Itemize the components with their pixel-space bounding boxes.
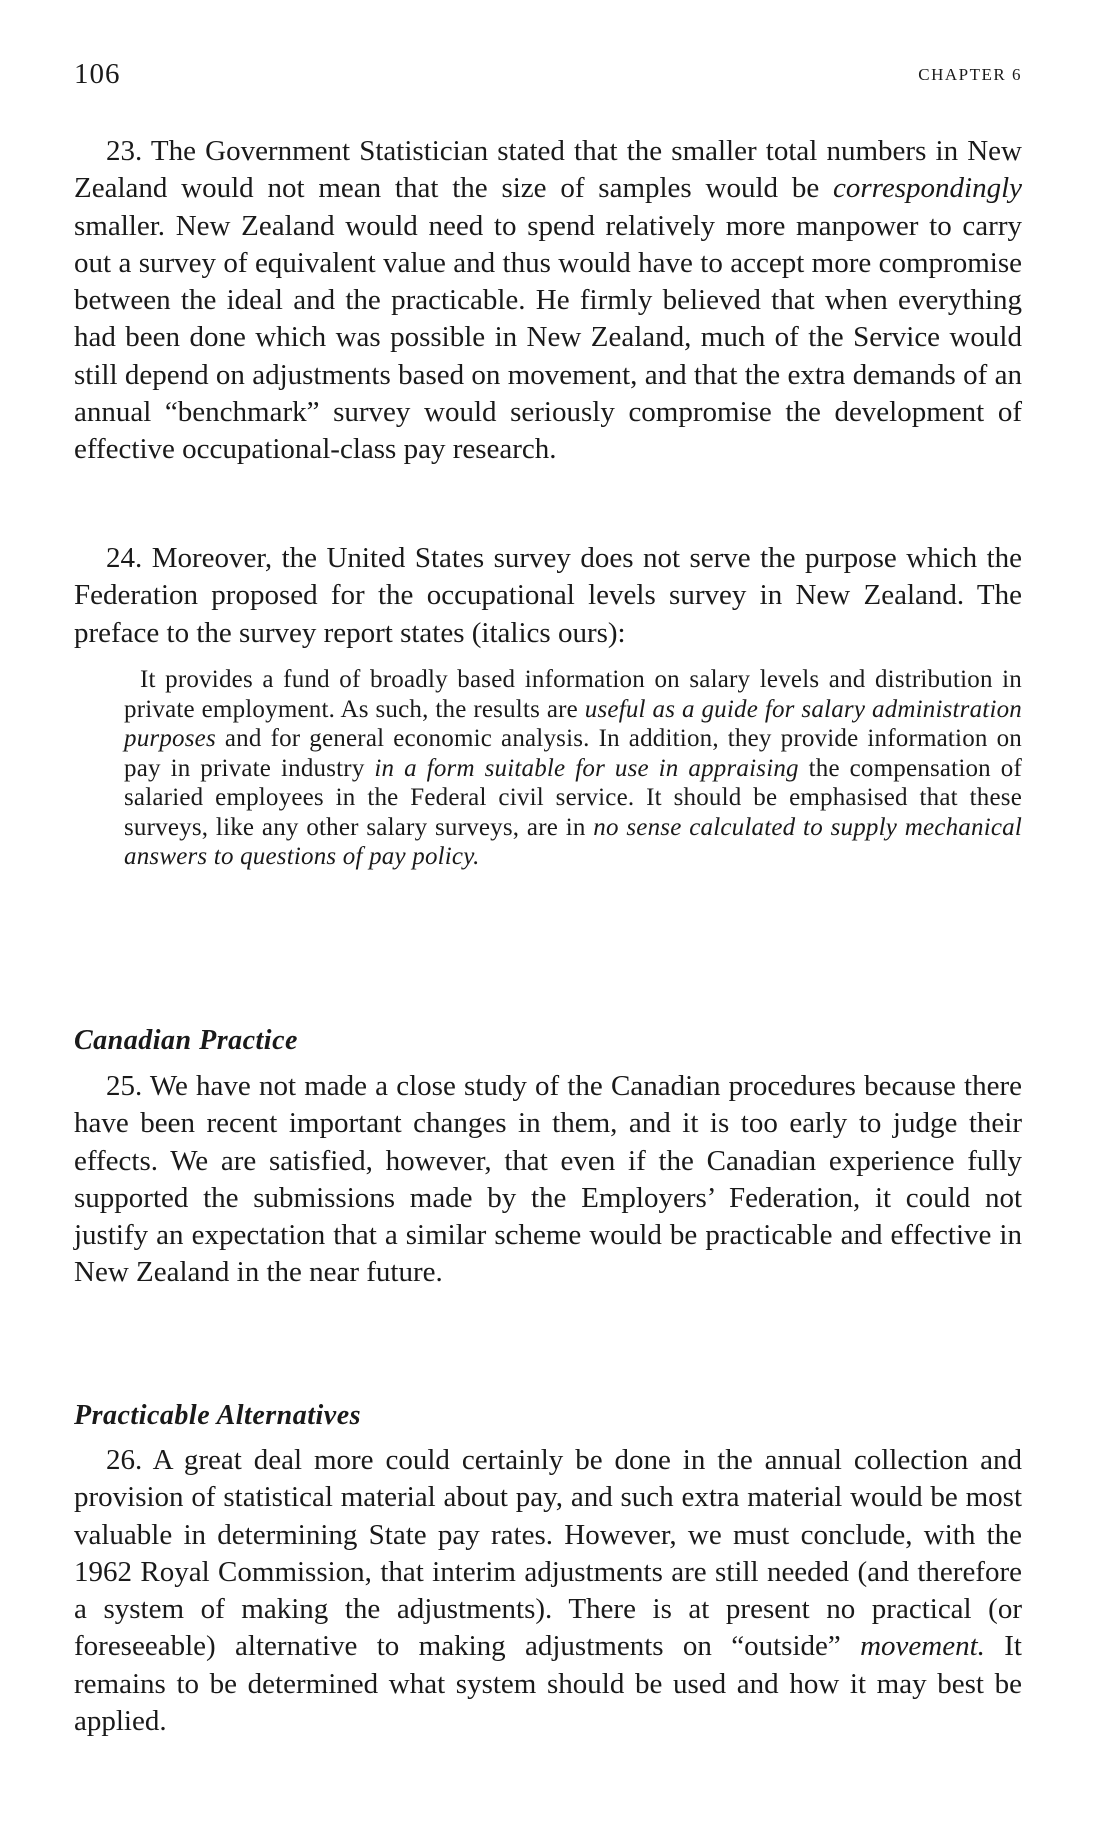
document-page: [74, 0, 1022, 1848]
italic-text: correspondingly: [832, 172, 1022, 205]
page-number: 106: [74, 58, 121, 90]
section-heading-canadian-practice: Canadian Practice: [74, 1025, 298, 1056]
italic-text: movement.: [860, 1630, 985, 1663]
paragraph-25: [74, 1068, 1022, 1292]
paragraph-23: [74, 133, 1022, 469]
paragraph-text: Moreover, the United States survey does not serve the purpose which the Federation proposed for the occupational levels survey in New Zealand. The preface to the survey report states (italics ours):: [74, 542, 1022, 649]
chapter-label: CHAPTER 6: [918, 65, 1022, 84]
paragraph-number: 26.: [106, 1444, 143, 1476]
quote-text: and for general economic analysis. In addition, they provide information on pay in private industry: [124, 725, 1022, 782]
paragraph-number: 25.: [106, 1070, 143, 1102]
block-quote: [124, 665, 1022, 872]
paragraph-text: smaller. New Zealand would need to spend relatively more manpower to carry out a survey of equivalent value and thus would have to accept more compromise between the ideal and the practicable. He firmly believed that when everything had been done which was possible in New Zealand, much of the Service would still depend on adjustments based on movement, and that the extra demands of an annual “benchmark” survey would seriously compromise the development of effective occupational-class pay research.: [74, 209, 1022, 466]
quote-text: It provides a fund of broadly based information on salary levels and distribution in private employment. As such, the results are: [124, 666, 1022, 723]
paragraph-number: 24.: [106, 542, 143, 574]
section-heading-practicable-alternatives: Practicable Alternatives: [74, 1400, 362, 1431]
italic-text: no sense calculated to supply mechanical answers to questions of pay policy.: [124, 813, 1022, 870]
paragraph-24: [74, 540, 1022, 652]
paragraph-number: 23.: [106, 135, 143, 167]
paragraph-text: It remains to be determined what system should be used and how it may best be applied.: [74, 1630, 1022, 1738]
quote-text: the compensation of salaried employees in the Federal civil service. It should be emphasised that these surveys, like any other salary surveys, are in: [124, 754, 1022, 841]
paragraph-26: [74, 1442, 1022, 1740]
italic-text: in a form suitable for use in appraising: [374, 754, 799, 782]
paragraph-text: We have not made a close study of the Canadian procedures because there have been recent important changes in them, and it is too early to judge their effects. We are satisfied, however, that even if the Canadian experience fully supported the submissions made by the Employers’ Federation, it could not justify an expectation that a similar scheme would be practicable and effective in New Zealand in the near future.: [74, 1070, 1022, 1289]
italic-text: useful as a guide for salary administration purposes: [124, 695, 1022, 752]
paragraph-text: The Government Statistician stated that the smaller total numbers in New Zealand would not mean that the size of samples would be: [74, 135, 1022, 205]
paragraph-text: A great deal more could certainly be done in the annual collection and provision of statistical material about pay, and such extra material would be most valuable in determining State pay rates. However, we must conclude, with the 1962 Royal Commission, that interim adjustments are still needed (and therefore a system of making the adjustments). There is at present no practical (or foreseeable) alternative to making adjustments on “outside”: [74, 1444, 1022, 1663]
page-header: [74, 58, 1022, 98]
